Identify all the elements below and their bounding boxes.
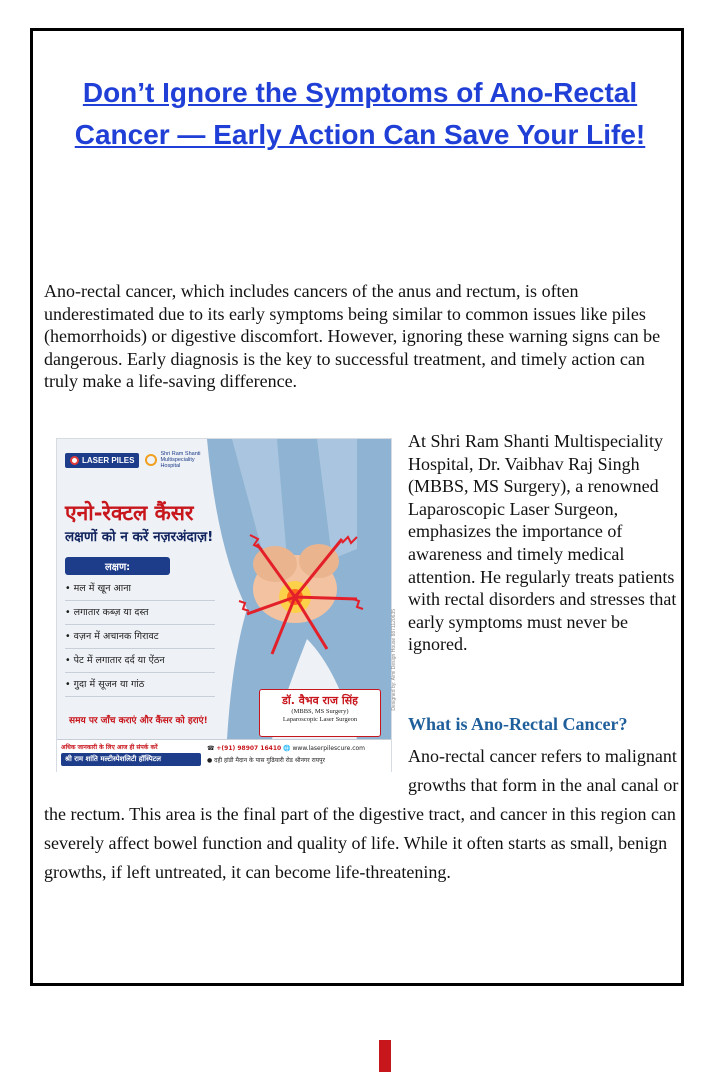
- hospital-logo-text: Shri Ram Shanti Multispeciality Hospital: [160, 451, 201, 469]
- section-body: [44, 742, 680, 887]
- designer-credit: Designed by: Aimi Design House 8871120635: [391, 609, 397, 711]
- phone-icon: ☎: [207, 745, 217, 752]
- section-heading: What is Ano-Rectal Cancer?: [408, 714, 628, 734]
- symptom-item: • मल में खून आना: [65, 577, 215, 601]
- symptom-item: • लगातार कब्ज़ या दस्त: [65, 601, 215, 625]
- poster-logos: [65, 451, 202, 469]
- laser-piles-logo: [65, 453, 139, 468]
- symptoms-label: लक्षण:: [65, 557, 170, 575]
- doctor-card: [259, 689, 381, 737]
- doctor-role: Laparoscopic Laser Surgeon: [282, 716, 358, 723]
- symptom-item: • वज़न में अचानक गिरावट: [65, 625, 215, 649]
- poster-subheadline: लक्षणों को न करें नज़रअंदाज़!: [65, 529, 214, 545]
- symptom-list: [65, 577, 215, 697]
- laser-piles-icon: [70, 456, 79, 465]
- symptom-item: • पेट में लगातार दर्द या ऐंठन: [65, 649, 215, 673]
- awareness-poster: [56, 438, 397, 772]
- doctor-name: डॉ. वैभव राज सिंह: [281, 694, 358, 707]
- location-pin-icon: ●: [207, 757, 215, 764]
- hospital-logo: [145, 451, 202, 469]
- doctor-degree: (MBBS, MS Surgery): [291, 708, 349, 715]
- footer-website: www.laserpilescure.com: [292, 745, 366, 752]
- poster-headline: एनो-रेक्टल कैंसर: [65, 501, 194, 525]
- footer-hospital-name: श्री राम शांति मल्टीस्पेशलिटी हॉस्पिटल: [61, 753, 201, 766]
- hospital-emblem-icon: [145, 454, 157, 466]
- laser-piles-logo-text: LASER PILES: [82, 455, 135, 465]
- section-body-text: Ano-rectal cancer refers to malignant growths that form in the anal canal or the rectum. This area is the final part of the digestive tract, and cancer in this region can severely affect bowel function and quality of life. While it often starts as small, benign growths, if left untreated, it can become life-threatening.: [44, 746, 679, 882]
- footer-address: दही हांडी मैदान के पास गुढियारी रोड श्रीनगर रायपुर: [214, 757, 326, 764]
- symptom-item: • गुदा में सूजन या गांठ: [65, 673, 215, 697]
- globe-icon: 🌐: [283, 745, 293, 752]
- poster-call-to-action: समय पर जाँच कराएं और कैंसर को हराएं!: [69, 716, 208, 726]
- intro-paragraph: Ano-rectal cancer, which includes cancers of the anus and rectum, is often underestimated due to its early symptoms being similar to common issues like piles (hemorrhoids) or digestive discomfort. However, ignoring these warning signs can be dangerous. Early diagnosis is the key to successful treatment, and timely action can truly make a life-saving difference.: [44, 281, 661, 391]
- footer-phone: +(91) 98907 16410: [216, 745, 282, 752]
- page-title: Don’t Ignore the Symptoms of Ano-Rectal Cancer — Early Action Can Save Your Life!: [74, 77, 646, 150]
- follow-us-strip: [379, 1040, 391, 1072]
- hospital-paragraph: At Shri Ram Shanti Multispeciality Hospital, Dr. Vaibhav Raj Singh (MBBS, MS Surgery), a renowned Laparoscopic Laser Surgeon, emphasizes the importance of awareness and timely medical attention. He regularly treats patients with rectal disorders and stresses that early symptoms must never be ignored.: [408, 431, 677, 655]
- footer-note: अधिक जानकारी के लिए आज ही संपर्क करें: [61, 744, 158, 751]
- figure-wrap-space: [44, 742, 408, 800]
